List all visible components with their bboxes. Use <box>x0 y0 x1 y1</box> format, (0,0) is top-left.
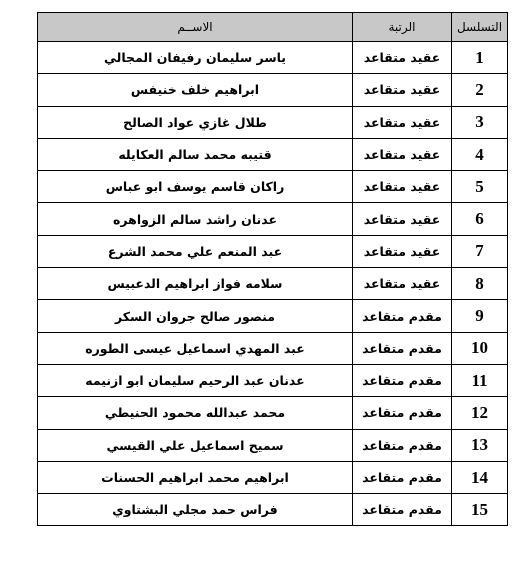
name-cell: محمد عبدالله محمود الحنيطي <box>38 397 353 429</box>
seq-cell: 5 <box>452 171 508 203</box>
document-page <box>37 12 508 526</box>
seq-cell: 10 <box>452 332 508 364</box>
rank-cell: مقدم متقاعد <box>353 300 452 332</box>
header-seq: التسلسل <box>452 13 508 42</box>
name-cell: سلامه فواز ابراهيم الدعبيس <box>38 268 353 300</box>
retirees-table <box>37 12 508 526</box>
seq-cell: 1 <box>452 42 508 74</box>
header-row <box>38 13 508 42</box>
name-cell: عدنان راشد سالم الزواهره <box>38 203 353 235</box>
table-row <box>38 74 508 106</box>
table-body <box>38 42 508 526</box>
table-row <box>38 461 508 493</box>
table-row <box>38 268 508 300</box>
table-row <box>38 397 508 429</box>
table-row <box>38 332 508 364</box>
seq-cell: 2 <box>452 74 508 106</box>
rank-cell: عقيد متقاعد <box>353 235 452 267</box>
table-row <box>38 364 508 396</box>
rank-cell: عقيد متقاعد <box>353 203 452 235</box>
seq-cell: 8 <box>452 268 508 300</box>
table-row <box>38 203 508 235</box>
seq-cell: 6 <box>452 203 508 235</box>
name-cell: عبد المنعم علي محمد الشرع <box>38 235 353 267</box>
rank-cell: مقدم متقاعد <box>353 494 452 526</box>
seq-cell: 14 <box>452 461 508 493</box>
table-row <box>38 171 508 203</box>
rank-cell: عقيد متقاعد <box>353 106 452 138</box>
seq-cell: 12 <box>452 397 508 429</box>
name-cell: قتيبه محمد سالم العكايله <box>38 138 353 170</box>
name-cell: عبد المهدي اسماعيل عيسى الطوره <box>38 332 353 364</box>
seq-cell: 13 <box>452 429 508 461</box>
seq-cell: 3 <box>452 106 508 138</box>
seq-cell: 11 <box>452 364 508 396</box>
name-cell: ياسر سليمان رفيفان المجالي <box>38 42 353 74</box>
table-row <box>38 494 508 526</box>
name-cell: ابراهيم خلف خنيفس <box>38 74 353 106</box>
rank-cell: مقدم متقاعد <box>353 332 452 364</box>
table-row <box>38 300 508 332</box>
table-row <box>38 235 508 267</box>
rank-cell: مقدم متقاعد <box>353 461 452 493</box>
rank-cell: مقدم متقاعد <box>353 429 452 461</box>
rank-cell: عقيد متقاعد <box>353 268 452 300</box>
table-header <box>38 13 508 42</box>
name-cell: عدنان عبد الرحيم سليمان ابو ازنيمه <box>38 364 353 396</box>
rank-cell: عقيد متقاعد <box>353 171 452 203</box>
header-name: الاســم <box>38 13 353 42</box>
rank-cell: عقيد متقاعد <box>353 74 452 106</box>
rank-cell: عقيد متقاعد <box>353 138 452 170</box>
rank-cell: مقدم متقاعد <box>353 364 452 396</box>
name-cell: منصور صالح جروان السكر <box>38 300 353 332</box>
seq-cell: 15 <box>452 494 508 526</box>
name-cell: ابراهيم محمد ابراهيم الحسنات <box>38 461 353 493</box>
header-rank: الرتبة <box>353 13 452 42</box>
seq-cell: 9 <box>452 300 508 332</box>
rank-cell: مقدم متقاعد <box>353 397 452 429</box>
rank-cell: عقيد متقاعد <box>353 42 452 74</box>
name-cell: طلال غازي عواد الصالح <box>38 106 353 138</box>
table-row <box>38 138 508 170</box>
table-row <box>38 106 508 138</box>
seq-cell: 4 <box>452 138 508 170</box>
name-cell: سميح اسماعيل علي القيسي <box>38 429 353 461</box>
name-cell: فراس حمد مجلي البشتاوي <box>38 494 353 526</box>
table-row <box>38 42 508 74</box>
table-row <box>38 429 508 461</box>
seq-cell: 7 <box>452 235 508 267</box>
name-cell: راكان قاسم يوسف ابو عباس <box>38 171 353 203</box>
